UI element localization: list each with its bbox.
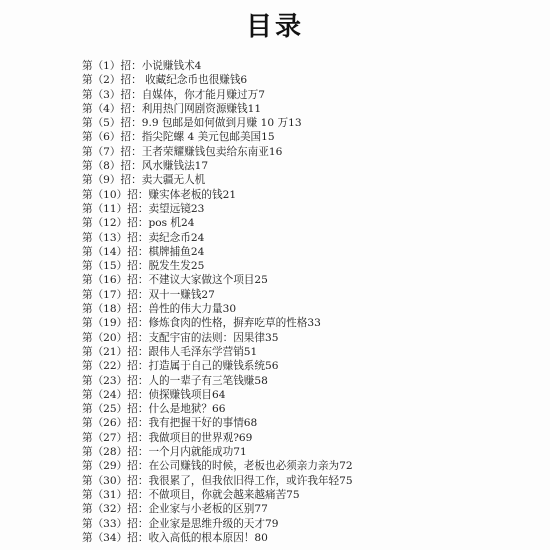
toc-entry-index: 第（12）招：	[82, 217, 149, 230]
toc-entry-title: 侦探赚钱项目64	[148, 388, 226, 401]
toc-entry-index: 第（14）招：	[82, 245, 149, 258]
toc-entry[interactable]	[82, 517, 522, 531]
toc-entry[interactable]	[82, 302, 522, 316]
toc-entry-title: 指尖陀螺 4 美元包邮美国15	[141, 131, 275, 144]
toc-entry[interactable]	[82, 88, 522, 102]
toc-entry-title: 卖纪念币24	[148, 231, 205, 244]
toc-entry-title: 企业家与小老板的区别77	[148, 503, 268, 516]
toc-entry-index: 第（19）招：	[82, 317, 149, 330]
toc-entry-index: 第（6）招：	[82, 131, 142, 144]
toc-entry-title: 利用热门网剧资源赚钱11	[141, 102, 262, 115]
toc-entry[interactable]	[82, 231, 522, 245]
toc-entry-index: 第（7）招：	[82, 145, 142, 158]
toc-entry[interactable]	[82, 273, 522, 287]
toc-entry-title: pos 机24	[148, 217, 195, 230]
toc-entry[interactable]	[82, 459, 522, 473]
toc-entry-index: 第（21）招：	[82, 345, 149, 358]
toc-entry-index: 第（23）招：	[82, 374, 149, 387]
toc-entry-title: 跟伟人毛泽东学营销51	[148, 345, 258, 358]
toc-entry[interactable]	[82, 374, 522, 388]
toc-entry-title: 小说赚钱术4	[141, 60, 202, 72]
toc-entry[interactable]	[82, 502, 522, 516]
toc-entry-title: 一个月内就能成功71	[148, 446, 247, 459]
toc-entry-index: 第（26）招：	[82, 417, 149, 430]
toc-entry-index: 第（18）招：	[82, 303, 149, 316]
toc-entry-index: 第（25）招：	[82, 403, 149, 416]
page-title: 目录	[245, 12, 304, 42]
toc-entry-title: 兽性的伟大力量30	[148, 303, 237, 316]
toc-entry[interactable]	[82, 388, 522, 402]
table-of-contents	[82, 59, 522, 545]
toc-entry[interactable]	[82, 331, 522, 345]
toc-entry-index: 第（29）招：	[82, 460, 149, 473]
toc-entry[interactable]	[82, 245, 522, 259]
toc-entry-title: 支配宇宙的法则：因果律35	[148, 331, 279, 344]
toc-entry-title: 风水赚钱法17	[141, 160, 209, 173]
toc-entry-index: 第（22）招：	[82, 360, 149, 373]
toc-entry[interactable]	[82, 73, 522, 87]
toc-entry-index: 第（5）招：	[82, 117, 142, 130]
toc-entry[interactable]	[82, 445, 522, 459]
toc-entry-title: 人的一辈子有三笔钱赚58	[148, 374, 268, 387]
toc-entry-title: 我有把握干好的事情68	[148, 417, 258, 430]
toc-entry-title: 收藏纪念币也很赚钱6	[141, 74, 248, 87]
toc-entry-index: 第（9）招：	[82, 174, 142, 187]
toc-entry-title: 卖大疆无人机	[141, 174, 206, 187]
toc-entry-title: 收入高低的根本原因！80	[148, 531, 268, 544]
toc-entry-index: 第（24）招：	[82, 388, 149, 401]
toc-entry[interactable]	[82, 474, 522, 488]
toc-entry[interactable]	[82, 359, 522, 373]
toc-entry-index: 第（32）招：	[82, 503, 149, 516]
toc-entry[interactable]	[82, 416, 522, 430]
toc-entry[interactable]	[82, 116, 522, 130]
toc-entry-index: 第（27）招：	[82, 431, 149, 444]
toc-entry-title: 自媒体，你才能月赚过万7	[141, 88, 265, 101]
toc-entry-title: 在公司赚钱的时候，老板也必须亲力亲为72	[148, 460, 353, 473]
toc-entry[interactable]	[82, 259, 522, 273]
toc-entry[interactable]	[82, 145, 522, 159]
toc-entry-index: 第（28）招：	[82, 446, 149, 459]
toc-entry-title: 企业家是思维升级的天才79	[148, 517, 279, 530]
toc-entry[interactable]	[82, 59, 522, 73]
toc-entry-title: 脱发生发25	[148, 260, 205, 273]
toc-entry-title: 卖望远镜23	[148, 202, 205, 215]
toc-entry-index: 第（1）招：	[82, 60, 142, 72]
toc-entry-title: 不做项目，你就会越来越痛苦75	[148, 488, 300, 501]
toc-entry[interactable]	[82, 402, 522, 416]
toc-entry-title: 什么是地狱？66	[148, 403, 226, 416]
toc-entry-title: 修炼食肉的性格，摒弃吃草的性格33	[148, 317, 321, 330]
toc-entry-index: 第（2）招：	[82, 74, 142, 87]
toc-entry-title: 赚实体老板的钱21	[148, 188, 237, 201]
toc-entry-index: 第（30）招：	[82, 474, 149, 487]
toc-entry-index: 第（17）招：	[82, 288, 149, 301]
toc-entry-index: 第（20）招：	[82, 331, 149, 344]
toc-entry-index: 第（16）招：	[82, 274, 149, 287]
toc-entry-index: 第（31）招：	[82, 488, 149, 501]
toc-entry[interactable]	[82, 431, 522, 445]
toc-entry-index: 第（34）招：	[82, 531, 149, 544]
toc-entry-title: 双十一赚钱27	[148, 288, 215, 301]
toc-entry-title: 我很累了，但我依旧得工作，或许我年轻75	[148, 474, 353, 487]
toc-entry[interactable]	[82, 173, 522, 187]
toc-entry-title: 我做项目的世界观?69	[148, 431, 253, 444]
toc-entry-title: 不建议大家做这个项目25	[148, 274, 268, 287]
toc-entry[interactable]	[82, 288, 522, 302]
toc-entry[interactable]	[82, 531, 522, 545]
toc-entry[interactable]	[82, 316, 522, 330]
toc-entry-index: 第（3）招：	[82, 88, 142, 101]
toc-entry[interactable]	[82, 159, 522, 173]
toc-entry[interactable]	[82, 102, 522, 116]
toc-entry-title: 9.9 包邮是如何做到月赚 10 万13	[141, 117, 302, 130]
toc-entry-title: 棋牌捕鱼24	[148, 245, 205, 258]
toc-entry-index: 第（11）招：	[82, 202, 149, 215]
toc-entry-index: 第（15）招：	[82, 260, 149, 273]
toc-entry[interactable]	[82, 130, 522, 144]
toc-entry-index: 第（33）招：	[82, 517, 149, 530]
toc-entry[interactable]	[82, 188, 522, 202]
toc-entry-index: 第（8）招：	[82, 160, 142, 173]
toc-entry[interactable]	[82, 202, 522, 216]
toc-entry-index: 第（4）招：	[82, 102, 142, 115]
toc-entry[interactable]	[82, 216, 522, 230]
toc-entry-title: 王者荣耀赚钱包卖给东南亚16	[141, 145, 283, 158]
toc-entry-index: 第（13）招：	[82, 231, 149, 244]
toc-entry-index: 第（10）招：	[82, 188, 149, 201]
toc-entry[interactable]	[82, 488, 522, 502]
toc-entry[interactable]	[82, 345, 522, 359]
toc-entry-title: 打造属于自己的赚钱系统56	[148, 360, 279, 373]
